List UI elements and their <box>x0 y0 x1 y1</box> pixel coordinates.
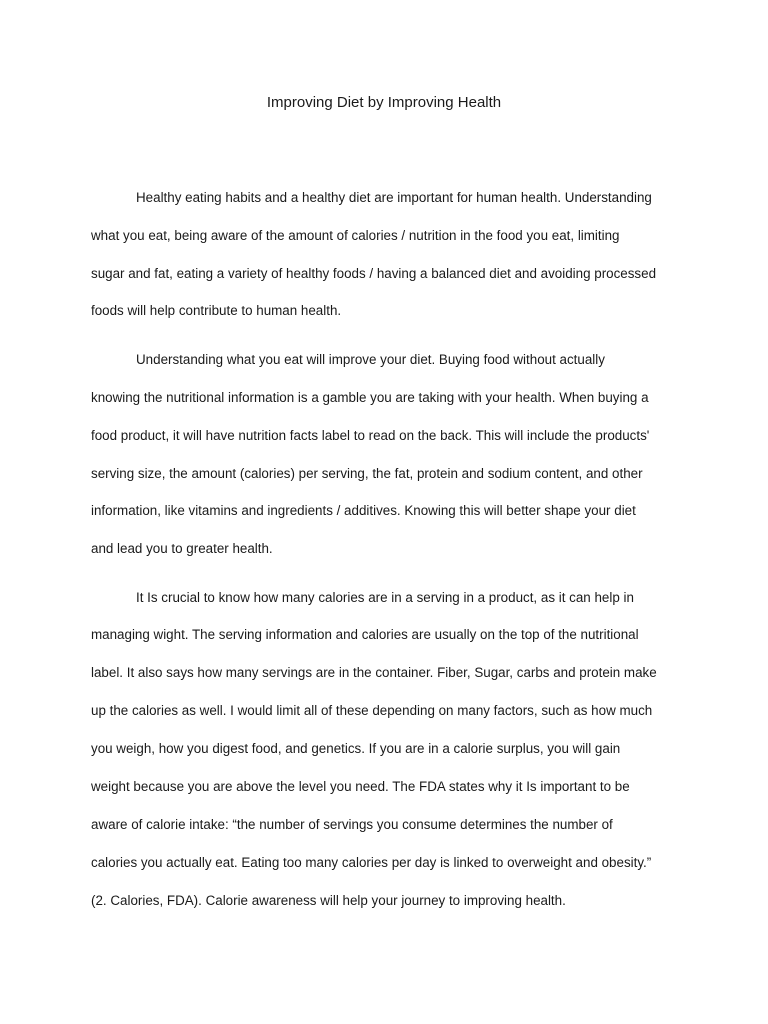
paragraph-2-line-3: food product, it will have nutrition facts label to read on the back. This will include the products' <box>91 428 650 443</box>
paragraph-3-line-1: It Is crucial to know how many calories are in a serving in a product, as it can help in <box>136 590 634 605</box>
paragraph-3-line-6: weight because you are above the level you need. The FDA states why it Is important to be <box>91 779 630 794</box>
document-title: Improving Diet by Improving Health <box>266 94 502 111</box>
paragraph-2-line-5: information, like vitamins and ingredients / additives. Knowing this will better shape your diet <box>91 503 636 518</box>
paragraph-3-line-4: up the calories as well. I would limit all of these depending on many factors, such as how much <box>91 703 653 718</box>
paragraph-3-line-9: (2. Calories, FDA). Calorie awareness will help your journey to improving health. <box>91 893 566 908</box>
paragraph-1-line-3: sugar and fat, eating a variety of healthy foods / having a balanced diet and avoiding processed <box>91 266 657 281</box>
paragraph-1-line-4: foods will help contribute to human health. <box>91 303 342 318</box>
paragraph-2-line-2: knowing the nutritional information is a gamble you are taking with your health. When buying a <box>91 390 649 405</box>
paragraph-1-line-1: Healthy eating habits and a healthy diet are important for human health. Understanding <box>136 190 652 205</box>
paragraph-2-line-4: serving size, the amount (calories) per serving, the fat, protein and sodium content, and other <box>91 466 643 481</box>
paragraph-2-line-6: and lead you to greater health. <box>91 541 273 556</box>
paragraph-3-line-3: label. It also says how many servings are in the container. Fiber, Sugar, carbs and protein make <box>91 665 657 680</box>
paragraph-3-line-5: you weigh, how you digest food, and genetics. If you are in a calorie surplus, you will gain <box>91 741 621 756</box>
paragraph-3-line-2: managing wight. The serving information and calories are usually on the top of the nutritional <box>91 627 639 642</box>
paragraph-3-line-7: aware of calorie intake: “the number of servings you consume determines the number of <box>91 817 613 832</box>
paragraph-1-line-2: what you eat, being aware of the amount of calories / nutrition in the food you eat, limiting <box>91 228 620 243</box>
paragraph-3-line-8: calories you actually eat. Eating too many calories per day is linked to overweight and obesity.” <box>91 855 652 870</box>
paragraph-2-line-1: Understanding what you eat will improve your diet. Buying food without actually <box>136 352 605 367</box>
